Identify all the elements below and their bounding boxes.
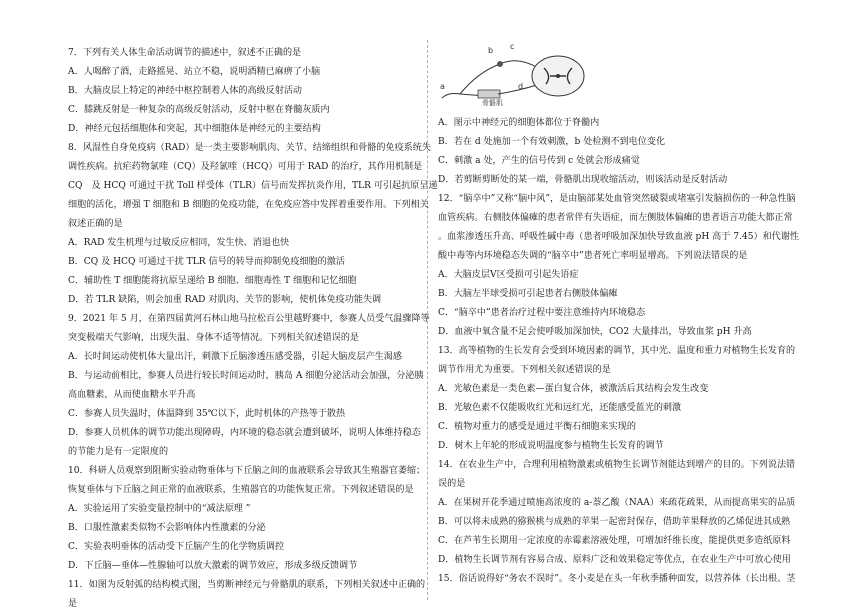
text-line: C．辅助性 T 细胞能将抗原呈递给 B 细胞、细胞毒性 T 细胞和记忆细胞 xyxy=(68,276,357,286)
figure-label-d: d xyxy=(518,82,524,91)
text-line: D．下丘脑—垂体—性腺轴可以放大激素的调节效应，形成多级反馈调节 xyxy=(68,561,358,571)
text-line: D．血液中氧含量不足会使呼吸加深加快，CO2 大量排出，导致血浆 pH 升高 xyxy=(438,327,752,337)
text-line: A．在果树开花季通过喷施高浓度的 a-萘乙酸（NAA）来疏花疏果，从而提高果实的品质 xyxy=(438,498,796,508)
text-line: 是 xyxy=(68,599,78,609)
text-line: C．刺激 a 处，产生的信号传到 c 处就会形成痛觉 xyxy=(438,156,640,166)
text-line: D．若剪断剪断处的某一端，骨骼肌出现收缩活动，则该活动是反射活动 xyxy=(438,175,728,185)
text-line: B．大脑皮层上特定的神经中枢控制着人体的高级反射活动 xyxy=(68,86,303,96)
text-line: 7．下列有关人体生命活动调节的描述中，叙述不正确的是 xyxy=(68,48,302,58)
text-line: A．长时间运动使机体大量出汗，刺激下丘脑渗透压感受器，引起大脑皮层产生渴感 xyxy=(68,352,402,362)
text-line: 恢复垂体与下丘脑之间正常的血液联系，生殖器官的功能恢复正常。下列叙述错误的是 xyxy=(68,485,414,495)
text-line: B．若在 d 处施加一个有效刺激，b 处检测不到电位变化 xyxy=(438,137,666,147)
text-line: 8．风湿性自身免疫病（RAD）是一类主要影响肌肉、关节、结缔组织和骨骼的免疫系统失 xyxy=(68,143,431,153)
text-line: 14．在农业生产中，合理利用植物激素或植物生长调节剂能达到增产的目的。下列说法错 xyxy=(438,460,796,470)
text-line: D．若 TLR 缺陷，则会加重 RAD 对肌肉、关节的影响，使机体免疫功能失调 xyxy=(68,295,382,305)
reflex-arc-figure xyxy=(438,42,816,110)
text-line: B．可以将未成熟的猕猴桃与成熟的苹果一起密封保存，借助苹果释放的乙烯促进其成熟 xyxy=(438,517,791,527)
text-line: CQ 及 HCQ 可通过干扰 Toll 样受体（TLR）信号而发挥抗炎作用，TLR 可引起抗原呈递 xyxy=(68,181,438,191)
text-line: B．大脑左半球受损可引起患者右侧肢体偏瘫 xyxy=(438,289,618,299)
text-line: C．参赛人员失温时，体温降到 35℃以下，此时机体的产热等于散热 xyxy=(68,409,346,419)
text-line: 高血糖素，从而使血糖水平升高 xyxy=(68,390,196,400)
text-line: 突变极端天气影响，出现失温、身体不适等情况。下列相关叙述错误的是 xyxy=(68,333,360,343)
text-line: A．实验运用了实验变量控制中的“减法原理 ” xyxy=(68,504,251,514)
text-line: 13．高等植物的生长发育会受到环境因素的调节，其中光、温度和重力对植物生长发育的 xyxy=(438,346,796,356)
text-line: 酸中毒等内环境稳态失调的“脑卒中”患者死亡率明显增高。下列说法错误的是 xyxy=(438,251,748,261)
text-line: C．实验表明垂体的活动受下丘脑产生的化学物质调控 xyxy=(68,542,285,552)
text-line: 12．“脑卒中”又称“脑中风”，是由脑部某处血管突然破裂或堵塞引发脑损伤的一种急性脑 xyxy=(438,194,796,204)
text-line: 叙述正确的是 xyxy=(68,219,123,229)
text-line: D．树木上年轮的形成说明温度参与植物生长发育的调节 xyxy=(438,441,664,451)
text-line: D．神经元包括细胞体和突起，其中细胞体是神经元的主要结构 xyxy=(68,124,321,134)
text-line: C．“脑卒中”患者治疗过程中要注意维持内环境稳态 xyxy=(438,308,646,318)
text-line: 调节作用尤为重要。下列相关叙述错误的是 xyxy=(438,365,611,375)
text-line: 血管疾病。右侧肢体偏瘫的患者常伴有失语症，而左侧肢体偏瘫的患者语言功能大都正常 xyxy=(438,213,793,223)
right-column xyxy=(438,42,816,589)
figure-label-muscle: 骨骼肌 xyxy=(482,99,503,107)
reflex-arc-diagram xyxy=(438,42,618,110)
text-line: B．光敏色素不仅能吸收红光和远红光，还能感受蓝光的刺激 xyxy=(438,403,682,413)
text-line: 细胞的活化，增强 T 细胞和 B 细胞的免疫功能，在免疫应答中发挥着重要作用。下列相关 xyxy=(68,200,429,210)
text-line: A．图示中神经元的细胞体都位于脊髓内 xyxy=(438,118,600,128)
text-line: 10．科研人员观察到阻断实验动物垂体与下丘脑之间的血液联系会导致其生殖器官萎缩； xyxy=(68,466,426,476)
figure-label-a: a xyxy=(440,82,445,91)
left-column xyxy=(68,44,446,614)
text-line: A．大脑皮层V区受损可引起失语症 xyxy=(438,270,579,280)
text-line: B．CQ 及 HCQ 可通过干扰 TLR 信号的转导而抑制免疫细胞的激活 xyxy=(68,257,345,267)
text-line: B．口服性激素类似物不会影响体内性激素的分泌 xyxy=(68,523,266,533)
text-line: A．RAD 发生机理与过敏反应相同，发生快、消退也快 xyxy=(68,238,290,248)
text-line: 的节能力是有一定限度的 xyxy=(68,447,169,457)
text-line: A．光敏色素是一类色素—蛋白复合体，被激活后其结构会发生改变 xyxy=(438,384,709,394)
text-line: 11．如图为反射弧的结构模式图，当剪断神经元与骨骼肌的联系，下列相关叙述中正确的 xyxy=(68,580,426,590)
text-line: 调性疾病。抗疟药物氯喹（CQ）及羟氯喹（HCQ）可用于 RAD 的治疗，其作用机制是 xyxy=(68,162,423,172)
text-line: B．与运动前相比，参赛人员进行较长时间运动时，胰岛 A 细胞分泌活动会加强，分泌胰 xyxy=(68,371,424,381)
text-line: 9．2021 年 5 月，在第四届黄河石林山地马拉松百公里越野赛中，参赛人员受气温骤降等 xyxy=(68,314,430,324)
figure-label-b: b xyxy=(488,46,494,55)
text-line: D．参赛人员机体的调节功能出现障碍，内环境的稳态就会遭到破坏，说明人体维持稳态 xyxy=(68,428,421,438)
text-line: 。血浆渗透压升高、呼吸性碱中毒（患者呼吸加深加快导致血液 pH 高于 7.45）和代谢性 xyxy=(438,232,799,242)
text-line: A．人喝醉了酒，走路摇晃、站立不稳，说明酒精已麻痹了小脑 xyxy=(68,67,321,77)
figure-label-c: c xyxy=(510,42,515,51)
text-line: C．在芦苇生长期用一定浓度的赤霉素溶液处理，可增加纤维长度，能提供更多造纸原料 xyxy=(438,536,791,546)
text-line: 误的是 xyxy=(438,479,466,489)
text-line: D．植物生长调节剂有容易合成、原料广泛和效果稳定等优点，在农业生产中可放心使用 xyxy=(438,555,791,565)
text-line: C．膝跳反射是一种复杂的高级反射活动，反射中枢在脊髓灰质内 xyxy=(68,105,330,115)
text-line: 15．俗话说得好“务农不误时”。冬小麦是在头一年秋季播种面发，以营养体（长出根、茎 xyxy=(438,574,796,584)
text-line: C．植物对重力的感受是通过平衡石细胞来实现的 xyxy=(438,422,636,432)
